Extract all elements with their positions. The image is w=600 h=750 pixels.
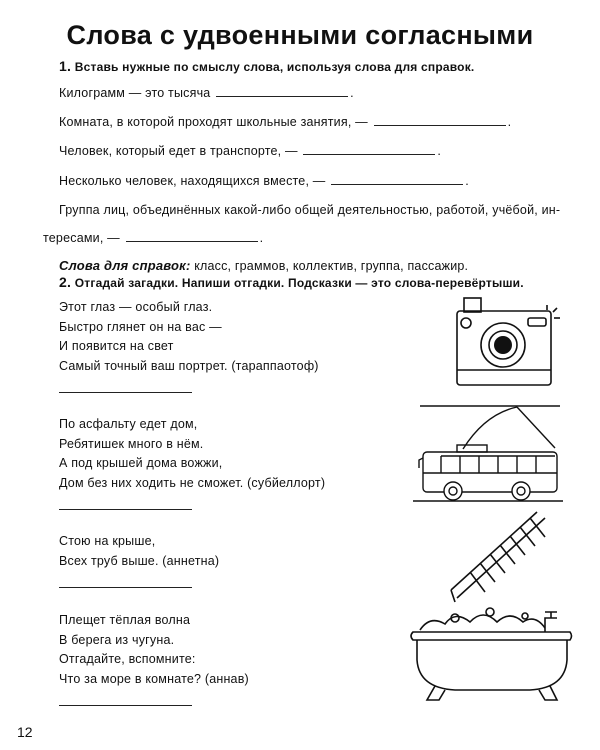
period: . [507, 115, 512, 129]
bathtub-icon [405, 600, 577, 704]
answer-blank[interactable] [59, 587, 192, 588]
riddle-line: И появится на свет [59, 339, 174, 353]
riddle-line: А под крышей дома вожжи, [59, 456, 223, 470]
sentence-1 [59, 86, 354, 100]
answer-blank[interactable] [374, 124, 506, 126]
task1-text: Вставь нужные по смыслу слова, используя слова для справок. [74, 60, 475, 74]
task1-number: 1. [59, 58, 72, 74]
trolleybus-icon [405, 404, 565, 508]
hint-words [59, 258, 468, 273]
riddle-line: По асфальту едет дом, [59, 417, 198, 431]
riddle-1 [59, 298, 319, 376]
answer-blank[interactable] [59, 392, 192, 393]
sentence-3 [59, 144, 441, 158]
riddle-line: Этот глаз — особый глаз. [59, 300, 213, 314]
sentence-text: тересами, — [43, 231, 120, 245]
riddle-4 [59, 611, 249, 689]
riddle-line: Самый точный ваш портрет. (тараппаотоф) [59, 358, 319, 373]
camera-icon [440, 296, 565, 388]
riddle-2 [59, 415, 325, 493]
hint-label: Слова для справок: [59, 258, 191, 273]
riddle-line: Всех труб выше. (аннетна) [59, 553, 220, 568]
page-number: 12 [17, 724, 33, 740]
sentence-4 [59, 174, 469, 188]
riddle-line: Быстро глянет он на вас — [59, 319, 222, 334]
riddle-line: Стою на крыше, [59, 534, 156, 548]
antenna-icon [445, 510, 560, 605]
riddle-line: Ребятишек много в нём. [59, 436, 204, 451]
answer-blank[interactable] [216, 95, 348, 97]
sentence-5 [59, 203, 560, 217]
task2-text: Отгадай загадки. Напиши отгадки. Подсказки — это слова-перевёртыши. [74, 276, 524, 290]
answer-blank[interactable] [331, 183, 463, 185]
hint-list: класс, граммов, коллектив, группа, пассажир. [194, 259, 469, 273]
sentence-text: Несколько человек, находящихся вместе, — [59, 174, 326, 188]
riddle-line: Плещет тёплая волна [59, 613, 191, 627]
answer-blank[interactable] [59, 509, 192, 510]
period: . [259, 231, 264, 245]
answer-blank[interactable] [303, 153, 435, 155]
period: . [465, 174, 469, 188]
riddle-3 [59, 532, 219, 571]
sentence-text: Человек, который едет в транспорте, — [59, 144, 298, 158]
task2-number: 2. [59, 274, 72, 290]
riddle-line: Что за море в комнате? (аннав) [59, 671, 249, 686]
sentence-text: Килограмм — это тысяча [59, 86, 211, 100]
task2-instruction [59, 274, 524, 290]
riddle-line: Отгадайте, вспомните: [59, 652, 196, 666]
sentence-5-cont [43, 231, 263, 245]
sentence-2 [59, 115, 511, 129]
period: . [350, 86, 354, 100]
answer-blank[interactable] [126, 240, 258, 242]
answer-blank[interactable] [59, 705, 192, 706]
task1-instruction [59, 58, 474, 74]
riddle-line: В берега из чугуна. [59, 632, 175, 647]
riddle-line: Дом без них ходить не сможет. (субйеллорт) [59, 475, 326, 490]
period: . [437, 144, 442, 158]
sentence-text: Группа лиц, объединённых какой-либо общей деятельностью, работой, учёбой, ин- [59, 203, 561, 217]
page-title: Слова с удвоенными согласными [66, 20, 534, 50]
sentence-text: Комната, в которой проходят школьные занятия, — [59, 115, 368, 129]
